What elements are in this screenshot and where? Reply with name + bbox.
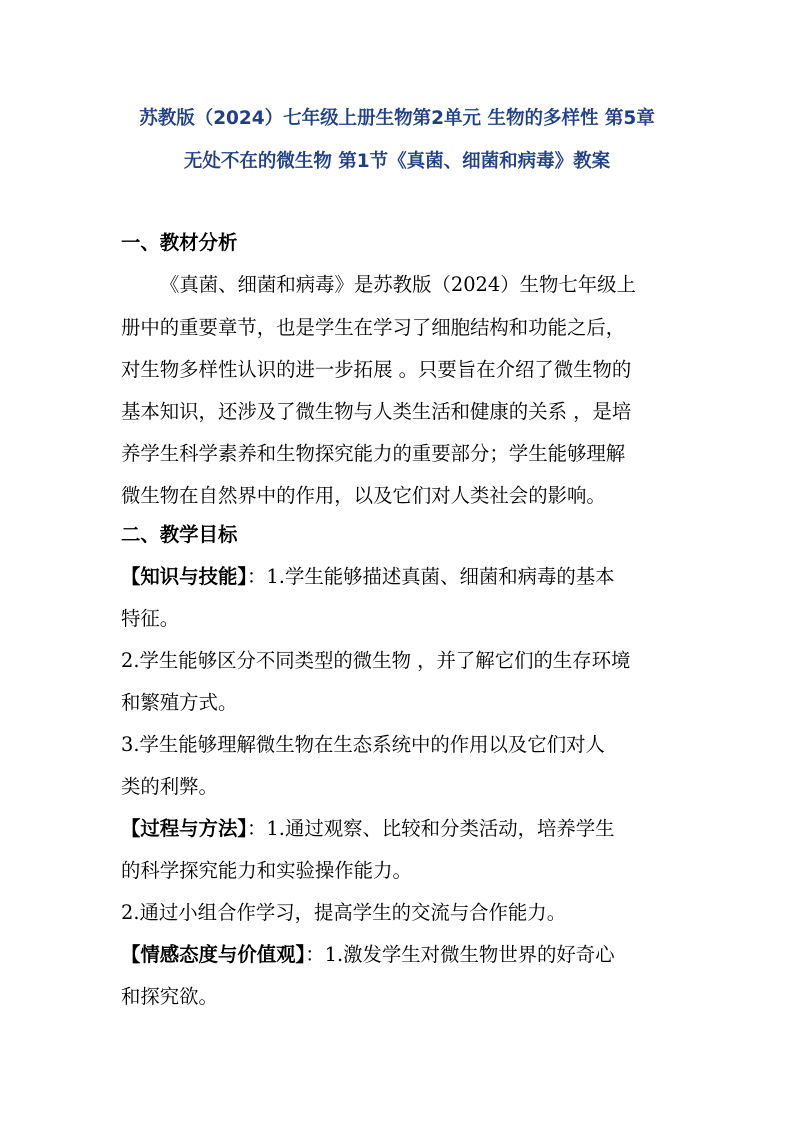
section-heading-textbook-analysis: 一、教材分析 bbox=[121, 231, 238, 254]
document-title-line-1: 苏教版（2024）七年级上册生物第2单元 生物的多样性 第5章 bbox=[139, 108, 655, 129]
paragraph-line: 的科学探究能力和实验操作能力。 bbox=[121, 859, 412, 882]
paragraph-line: 2.学生能够区分不同类型的微生物 ，并了解它们的生存环境 bbox=[121, 649, 631, 672]
paragraph-line: 特征。 bbox=[121, 607, 180, 630]
goal-text: ：1.激发学生对微生物世界的好奇心 bbox=[305, 943, 615, 966]
paragraph-line: 基本知识，还涉及了微生物与人类生活和健康的关系 ，是培 bbox=[121, 400, 632, 423]
goal-label-knowledge: 【知识与技能】 bbox=[121, 565, 248, 588]
paragraph-line: 类的利弊。 bbox=[121, 775, 218, 798]
goal-emotion-first-line bbox=[121, 942, 681, 968]
paragraph-line: 册中的重要章节，也是学生在学习了细胞结构和功能之后， bbox=[121, 316, 626, 339]
document-title-line-2: 无处不在的微生物 第1节《真菌、细菌和病毒》教案 bbox=[183, 151, 611, 172]
paragraph-line: 和探究欲。 bbox=[121, 985, 218, 1008]
goal-label-process: 【过程与方法】 bbox=[121, 817, 248, 840]
paragraph-line: 2.通过小组合作学习，提高学生的交流与合作能力。 bbox=[121, 901, 567, 924]
goal-label-emotion: 【情感态度与价值观】 bbox=[121, 943, 306, 966]
paragraph-line: 3.学生能够理解微生物在生态系统中的作用以及它们对人 bbox=[121, 733, 605, 756]
paragraph-line: 对生物多样性认识的进一步拓展 。只要旨在介绍了微生物的 bbox=[121, 358, 632, 381]
section-heading-teaching-goals: 二、教学目标 bbox=[121, 523, 238, 546]
paragraph-line: 养学生科学素养和生物探究能力的重要部分；学生能够理解 bbox=[121, 442, 626, 465]
goal-process-first-line bbox=[121, 816, 681, 842]
goal-text: ：1.通过观察、比较和分类活动，培养学生 bbox=[247, 817, 615, 840]
paragraph-line: 和繁殖方式。 bbox=[121, 691, 238, 714]
paragraph-line: 《真菌、细菌和病毒》是苏教版（2024）生物七年级上 bbox=[160, 273, 636, 296]
paragraph-line: 微生物在自然界中的作用，以及它们对人类社会的影响。 bbox=[121, 484, 606, 507]
goal-text: ：1.学生能够描述真菌、细菌和病毒的基本 bbox=[247, 565, 615, 588]
goal-knowledge-first-line bbox=[121, 564, 681, 590]
